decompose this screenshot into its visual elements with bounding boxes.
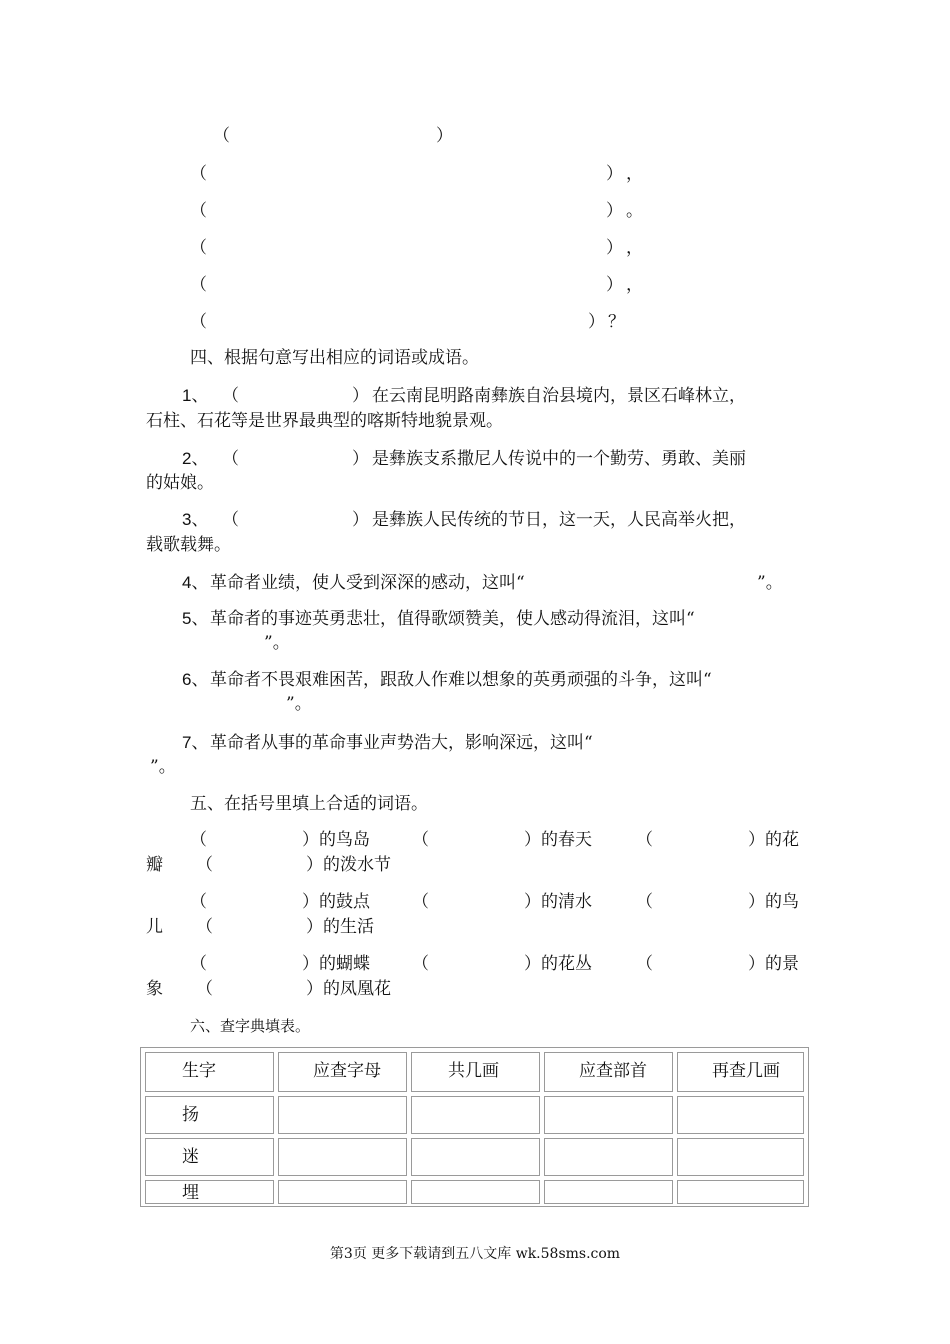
answer-cell[interactable] <box>544 1180 673 1204</box>
blank-open-5: （ <box>190 275 207 295</box>
item3-continuation: 载歌载舞。 <box>146 535 231 555</box>
char-yang: 扬 <box>182 1105 199 1125</box>
item4-number: 4、 <box>182 573 209 592</box>
answer-cell[interactable] <box>278 1138 407 1176</box>
table-row <box>145 1138 274 1176</box>
header-letter: 应查字母 <box>313 1061 381 1081</box>
table-header-cell <box>411 1052 540 1092</box>
s5-r1-b-text: ）的春天 <box>524 830 592 850</box>
s5-r2-b-open: （ <box>412 892 429 912</box>
item3-open: （ <box>222 510 239 530</box>
blank-open-1: （ <box>213 126 230 146</box>
blank-tail-6: ？ <box>608 312 625 332</box>
answer-cell[interactable] <box>677 1096 804 1134</box>
dictionary-table <box>140 1047 809 1207</box>
blank-close-2: ） <box>606 164 623 184</box>
s5-r2-d-open: （ <box>196 917 213 937</box>
item6-number: 6、 <box>182 670 209 689</box>
char-mai: 埋 <box>182 1183 199 1203</box>
s5-r3-a-open: （ <box>190 954 207 974</box>
item2-text: 是彝族支系撒尼人传说中的一个勤劳、勇敢、美丽 <box>372 449 746 469</box>
answer-cell[interactable] <box>544 1138 673 1176</box>
s5-r3-d-open: （ <box>196 979 213 999</box>
item3-number: 3、 <box>182 510 209 529</box>
page-footer: 第3页 更多下载请到五八文库 wk.58sms.com <box>329 1246 621 1262</box>
blank-close-3: ） <box>606 201 623 221</box>
item6-close: ”。 <box>286 694 312 714</box>
header-shengzi: 生字 <box>182 1061 216 1081</box>
blank-close-6: ） <box>588 312 605 332</box>
item2-continuation: 的姑娘。 <box>146 473 214 493</box>
blank-close-4: ） <box>606 238 623 258</box>
s5-r1-c-open: （ <box>636 830 653 850</box>
blank-open-4: （ <box>190 238 207 258</box>
s5-r3-c-text: ）的景 <box>748 954 799 974</box>
s5-r2-a-text: ）的鼓点 <box>302 892 370 912</box>
blank-open-6: （ <box>190 312 207 332</box>
blank-tail-3: 。 <box>626 201 643 221</box>
item5-number: 5、 <box>182 609 209 628</box>
item5-text: 革命者的事迹英勇悲壮，值得歌颂赞美，使人感动得流泪，这叫“ <box>210 609 695 629</box>
s5-r3-b-open: （ <box>412 954 429 974</box>
s5-r1-c-text: ）的花 <box>748 830 799 850</box>
s5-r2-d-text: ）的生活 <box>306 917 374 937</box>
item7-close: ”。 <box>150 757 176 777</box>
item4-text: 革命者业绩，使人受到深深的感动，这叫“ <box>210 573 525 593</box>
item6-text: 革命者不畏艰难困苦，跟敌人作难以想象的英勇顽强的斗争，这叫“ <box>210 670 712 690</box>
section6-heading: 六、查字典填表。 <box>190 1017 311 1035</box>
s5-r1-a-open: （ <box>190 830 207 850</box>
answer-cell[interactable] <box>677 1138 804 1176</box>
item5-close: ”。 <box>264 633 290 653</box>
table-header-cell <box>544 1052 673 1092</box>
item1-continuation: 石柱、石花等是世界最典型的喀斯特地貌景观。 <box>146 411 503 431</box>
table-header-cell <box>278 1052 407 1092</box>
blank-tail-5: ， <box>626 275 643 295</box>
answer-cell[interactable] <box>411 1096 540 1134</box>
s5-r1-b-open: （ <box>412 830 429 850</box>
s5-r2-c-continuation: 儿 <box>146 917 163 937</box>
item2-open: （ <box>222 449 239 469</box>
blank-tail-2: ， <box>626 164 643 184</box>
blank-close-1: ） <box>436 126 453 146</box>
item3-close: ） <box>352 510 369 530</box>
answer-cell[interactable] <box>677 1180 804 1204</box>
header-radical: 应查部首 <box>579 1061 647 1081</box>
header-strokes: 共几画 <box>448 1061 499 1081</box>
s5-r1-d-open: （ <box>196 855 213 875</box>
s5-r2-c-text: ）的鸟 <box>748 892 799 912</box>
item7-number: 7、 <box>182 733 209 752</box>
s5-r3-c-open: （ <box>636 954 653 974</box>
item2-number: 2、 <box>182 449 209 468</box>
s5-r1-a-text: ）的鸟岛 <box>302 830 370 850</box>
blank-open-3: （ <box>190 201 207 221</box>
s5-r3-b-text: ）的花丛 <box>524 954 592 974</box>
item1-close: ） <box>352 386 369 406</box>
answer-cell[interactable] <box>411 1180 540 1204</box>
s5-r1-c-continuation: 瓣 <box>146 855 163 875</box>
s5-r2-a-open: （ <box>190 892 207 912</box>
answer-cell[interactable] <box>278 1096 407 1134</box>
s5-r3-a-text: ）的蝴蝶 <box>302 954 370 974</box>
item3-text: 是彝族人民传统的节日，这一天，人民高举火把， <box>372 510 746 530</box>
answer-cell[interactable] <box>411 1138 540 1176</box>
section4-heading: 四、根据句意写出相应的词语或成语。 <box>190 348 479 368</box>
s5-r2-b-text: ）的清水 <box>524 892 592 912</box>
item1-number: 1、 <box>182 386 209 405</box>
item7-text: 革命者从事的革命事业声势浩大，影响深远，这叫“ <box>210 733 593 753</box>
table-header-cell <box>677 1052 804 1092</box>
table-row <box>145 1096 274 1134</box>
blank-close-5: ） <box>606 275 623 295</box>
s5-r3-c-continuation: 象 <box>146 979 163 999</box>
table-row <box>145 1180 274 1204</box>
section5-heading: 五、在括号里填上合适的词语。 <box>190 794 428 814</box>
char-mi: 迷 <box>182 1147 199 1167</box>
answer-cell[interactable] <box>544 1096 673 1134</box>
item1-open: （ <box>222 386 239 406</box>
item1-text: 在云南昆明路南彝族自治县境内，景区石峰林立， <box>372 386 746 406</box>
s5-r2-c-open: （ <box>636 892 653 912</box>
item4-close: ”。 <box>757 573 783 593</box>
blank-open-2: （ <box>190 164 207 184</box>
answer-cell[interactable] <box>278 1180 407 1204</box>
table-header-cell <box>145 1052 274 1092</box>
item2-close: ） <box>352 449 369 469</box>
header-extra-strokes: 再查几画 <box>712 1061 780 1081</box>
blank-tail-4: ， <box>626 238 643 258</box>
s5-r3-d-text: ）的凤凰花 <box>306 979 391 999</box>
s5-r1-d-text: ）的泼水节 <box>306 855 391 875</box>
